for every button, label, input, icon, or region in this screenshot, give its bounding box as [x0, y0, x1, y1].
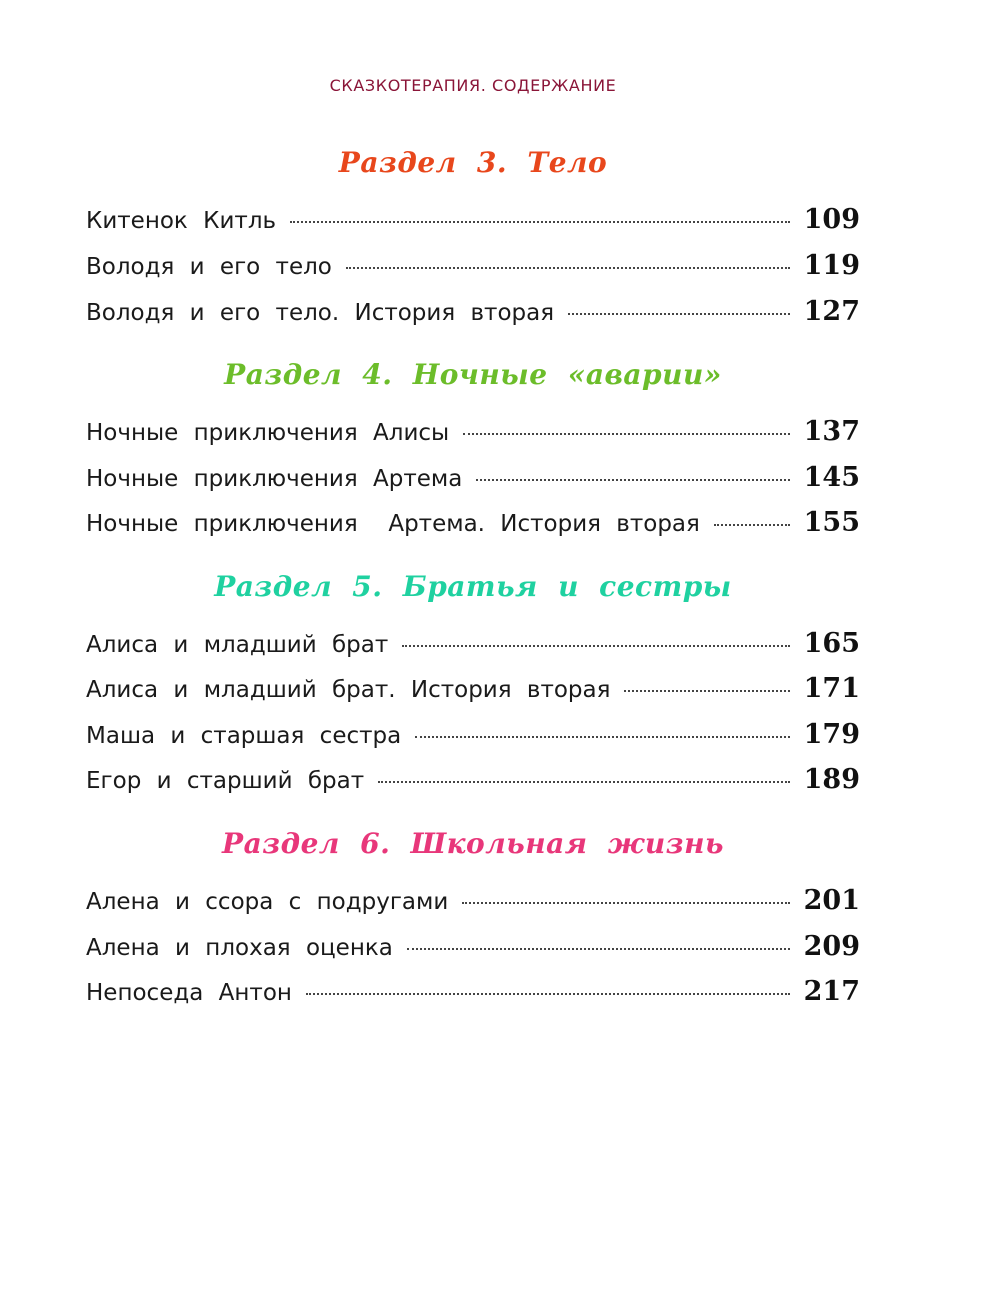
toc-entry-page: 155 [803, 507, 860, 538]
toc-entry[interactable] [86, 507, 860, 541]
section-title-4: Раздел 4. Ночные «аварии» [224, 358, 722, 391]
running-head: СКАЗКОТЕРАПИЯ. СОДЕРЖАНИЕ [329, 76, 617, 95]
toc-entry[interactable] [86, 462, 860, 496]
dot-leader [346, 267, 790, 269]
toc-entry-title: Егор и старший брат [86, 768, 365, 794]
toc-entry-title: Алена и плохая оценка [86, 935, 393, 961]
dot-leader [290, 221, 790, 223]
dot-leader [476, 479, 789, 481]
toc-entry-page: 127 [803, 296, 860, 327]
toc-entry[interactable] [86, 931, 860, 965]
toc-entry-title: Маша и старшая сестра [86, 723, 402, 749]
toc-entry-page: 165 [803, 628, 860, 659]
toc-entry-page: 189 [803, 764, 860, 795]
toc-entry-title: Непоседа Антон [86, 980, 292, 1006]
toc-entry-page: 109 [803, 204, 860, 235]
dot-leader [462, 902, 789, 904]
toc-entry[interactable] [86, 296, 860, 330]
dot-leader [714, 524, 790, 526]
toc-entry[interactable] [86, 204, 860, 238]
toc-entry-page: 145 [803, 462, 860, 493]
toc-entry[interactable] [86, 719, 860, 753]
toc-entry-page: 217 [803, 976, 860, 1007]
dot-leader [624, 690, 789, 692]
dot-leader [568, 313, 790, 315]
toc-entry[interactable] [86, 885, 860, 919]
section-title-3: Раздел 3. Тело [338, 146, 608, 179]
dot-leader [463, 433, 789, 435]
dot-leader [415, 736, 789, 738]
toc-entry[interactable] [86, 250, 860, 284]
toc-entry-title: Алена и ссора с подругами [86, 889, 449, 915]
toc-entry-page: 201 [803, 885, 860, 916]
dot-leader [378, 781, 790, 783]
toc-entry-page: 179 [803, 719, 860, 750]
dot-leader [407, 948, 790, 950]
toc-entry-title: Алиса и младший брат [86, 632, 389, 658]
toc-entry-page: 171 [803, 673, 860, 704]
toc-entry-title: Володя и его тело. История вторая [86, 300, 555, 326]
toc-entry[interactable] [86, 764, 860, 798]
toc-entry-title: Ночные приключения Артема. История вторая [86, 511, 700, 537]
toc-entry-title: Алиса и младший брат. История вторая [86, 677, 611, 703]
toc-entry[interactable] [86, 416, 860, 450]
toc-entry[interactable] [86, 673, 860, 707]
toc-entry[interactable] [86, 628, 860, 662]
toc-entry-page: 119 [803, 250, 860, 281]
toc-entry-title: Китенок Китль [86, 208, 277, 234]
toc-entry-title: Ночные приключения Артема [86, 466, 463, 492]
toc-entry-title: Ночные приключения Алисы [86, 420, 450, 446]
section-title-5: Раздел 5. Братья и сестры [214, 570, 732, 603]
toc-entry-page: 209 [803, 931, 860, 962]
dot-leader [306, 993, 790, 995]
toc-entry-title: Володя и его тело [86, 254, 332, 280]
toc-entry-page: 137 [803, 416, 860, 447]
toc-entry[interactable] [86, 976, 860, 1010]
section-title-6: Раздел 6. Школьная жизнь [222, 827, 724, 860]
dot-leader [402, 645, 789, 647]
